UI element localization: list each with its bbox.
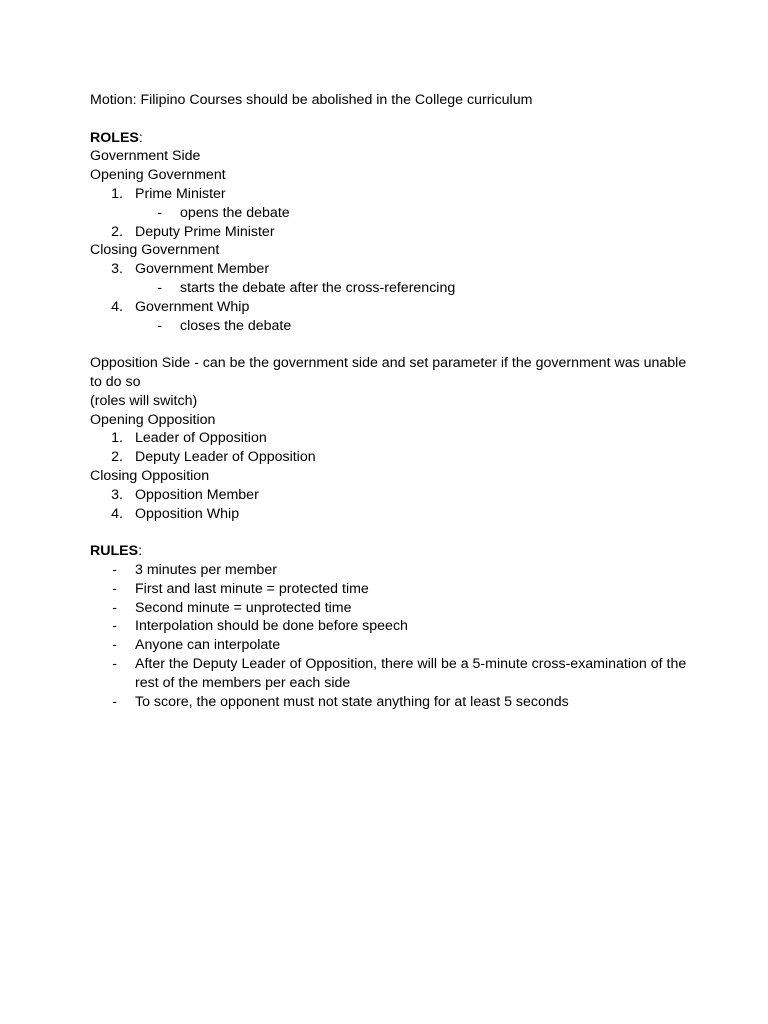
government-side-label: Government Side [90,148,201,165]
rules-heading [90,542,690,561]
dash-marker: - [112,618,117,635]
sub-list-item [90,204,690,223]
dash-marker: - [157,279,162,296]
dash-marker: - [112,599,117,616]
rules-heading-label: RULES [90,543,139,560]
dash-marker: - [157,317,162,334]
rule-item-label: 3 minutes per member [135,561,277,578]
opening-government-label: Opening Government [90,167,226,184]
list-item-label: Government Member [135,261,270,278]
rule-item [90,599,690,618]
rule-item [90,617,690,636]
dash-marker: - [157,204,162,221]
rule-item [90,636,690,655]
roles-heading [90,129,690,148]
roles-switch-note: (roles will switch) [90,392,198,409]
dash-marker: - [112,655,117,672]
rule-item [90,580,690,599]
list-number: 2. [111,223,123,240]
list-number: 1. [111,185,123,202]
rule-item-label: To score, the opponent must not state anything for at least 5 seconds [135,693,569,710]
rule-item-label: Second minute = unprotected time [135,599,352,616]
list-number: 3. [111,486,123,503]
list-number: 2. [111,449,123,466]
sub-list-item-label: closes the debate [180,317,292,334]
rules-heading-colon: : [138,543,143,560]
rule-item-label: Interpolation should be done before speech [135,618,408,635]
sub-list-item [90,279,690,298]
list-item-label: Deputy Prime Minister [135,223,275,240]
rule-item [90,561,690,580]
rule-item [90,655,690,693]
list-item-label: Opposition Member [135,486,259,503]
list-number: 3. [111,261,123,278]
closing-government-label: Closing Government [90,242,220,259]
spacer [90,335,690,354]
dash-marker: - [112,693,117,710]
spacer [90,110,690,129]
list-item [90,448,690,467]
list-number: 4. [111,298,123,315]
opening-opposition-label: Opening Opposition [90,411,216,428]
list-item-label: Deputy Leader of Opposition [135,449,316,466]
list-number: 4. [111,505,123,522]
list-item [90,505,690,524]
list-item [90,185,690,204]
motion-line: Motion: Filipino Courses should be abolished in the College curriculum [90,92,533,108]
list-item [90,429,690,448]
opposition-side-label: Opposition Side - can be the government side and set parameter if the government was unable to do so [90,355,687,390]
sub-list-item [90,317,690,336]
list-item-label: Opposition Whip [135,505,240,522]
list-item [90,298,690,317]
list-item-label: Leader of Opposition [135,430,267,447]
list-number: 1. [111,430,123,447]
rule-item [90,693,690,712]
rule-item-label: First and last minute = protected time [135,580,369,597]
list-item-label: Government Whip [135,298,250,315]
dash-marker: - [112,580,117,597]
document-page [90,91,690,711]
dash-marker: - [112,561,117,578]
list-item-label: Prime Minister [135,185,226,202]
rule-item-label: Anyone can interpolate [135,637,281,654]
dash-marker: - [112,637,117,654]
roles-heading-label: ROLES [90,129,139,146]
list-item [90,486,690,505]
spacer [90,523,690,542]
list-item [90,223,690,242]
sub-list-item-label: starts the debate after the cross-referencing [180,279,456,296]
rule-item-label: After the Deputy Leader of Opposition, there will be a 5-minute cross-examination of the rest of the members per each side [135,655,687,691]
roles-heading-colon: : [138,129,143,146]
list-item [90,260,690,279]
sub-list-item-label: opens the debate [180,204,290,221]
closing-opposition-label: Closing Opposition [90,467,210,484]
